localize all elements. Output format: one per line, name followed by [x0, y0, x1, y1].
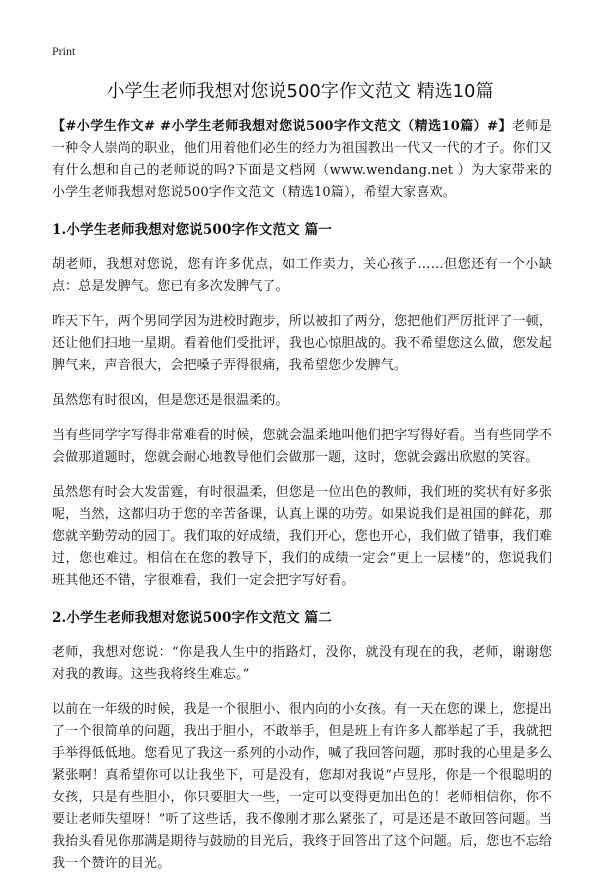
paragraph: 老师，我想对您说：“你是我人生中的指路灯，没你，就没有现在的我，老师，谢谢您对我的教诲。这些我将终生难忘。” [52, 645, 552, 682]
print-link[interactable]: Print [52, 44, 76, 58]
paragraph: 胡老师，我想对您说，您有许多优点，如工作卖力，关心孩子……但您还有一个小缺点：总是发脾气。您已有多次发脾气了。 [52, 257, 552, 294]
document-body [52, 116, 552, 888]
section-heading: 2.小学生老师我想对您说500字作文范文 篇二 [52, 610, 332, 626]
intro-tag: 【#小学生作文# #小学生老师我想对您说500字作文范文（精选10篇）#】 [52, 119, 512, 134]
paragraph: 昨天下午，两个男同学因为进校时跑步，所以被扣了两分，您把他们严厉批评了一顿，还让他们扫地一星期。看着他们受批评，我也心惊胆战的。我不希望您这么做，您发起脾气来，声音很大，会把嗓子弄得很痛，我希望您少发脾气。 [52, 314, 552, 373]
intro-text: 老师是一种令人崇尚的职业，他们用着他们必生的经力为祖国教出一代又一代的才子。你们又有什么想和自己的老师说的吗?下面是文档网（www.wendang.net ）为大家带来的小学生老师我想对您说500字作文范文（精选10篇），希望大家喜欢。 [52, 119, 552, 200]
paragraph: 当有些同学字写得非常难看的时候，您就会温柔地叫他们把字写得好看。当有些同学不会做那道题时，您就会耐心地教导他们会做那一题，这时，您就会露出欣慰的笑容。 [52, 428, 552, 465]
intro-paragraph [52, 116, 552, 204]
paragraph: 虽然您有时会大发雷霆，有时很温柔，但您是一位出色的教师，我们班的奖状有好多张呢，当然，这都归功于您的辛苦备课，认真上课的功劳。如果说我们是祖国的鲜花，那您就辛勤劳动的园丁。我们取的好成绩，我们开心，您也开心，我们做了错事，我们难过，您也难过。相信在在您的教导下，我们的成绩一定会“更上一层楼”的，您说我们班其他还不错，字很难看，我们一定会把字写好看。 [52, 485, 552, 588]
section-heading: 1.小学生老师我想对您说500字作文范文 篇一 [52, 222, 332, 238]
document-title: 小学生老师我想对您说500字作文范文 精选10篇 [106, 81, 494, 102]
paragraph: 以前在一年级的时候，我是一个很胆小、很内向的小女孩。有一天在您的课上，您提出了一个很简单的问题，我出于胆小，不敢举手，但是班上有许多人都举起了手，我就把手举得低低地。您看见了我这一系列的小动作，喊了我回答问题，那时我的心里是多么紧张啊！真希望你可以让我坐下，可是没有，您却对我说“卢昱彤，你是一个很聪明的女孩，只是有些胆小，你只要胆大一些，一定可以变得更加出色的！老师相信你，你不要让老师失望呀！”听了这些话，我不像刚才那么紧张了，可是还是不敢回答问题。当我抬头看见你那满是期待与鼓励的目光后，我终于回答出了这个问题。后，您也不忘给我一个赞许的目光。 [52, 702, 552, 871]
paragraph: 虽然您有时很凶，但是您还是很温柔的。 [52, 393, 289, 408]
